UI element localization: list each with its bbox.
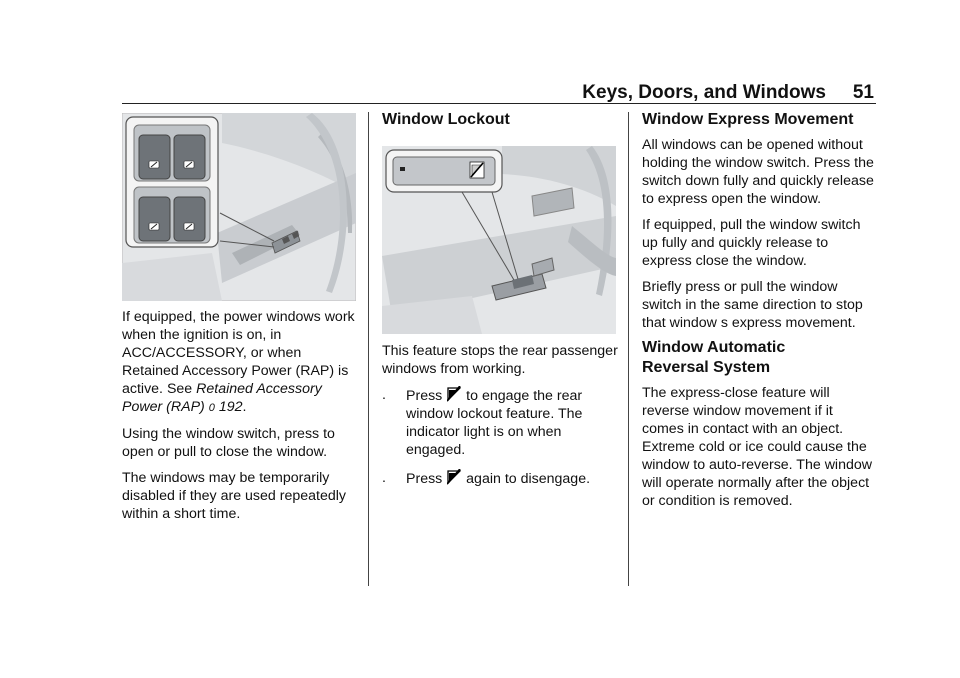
bullet-engage: . Press to engage the rear window lockout feature. The indicator light is on when engaged.: [382, 387, 583, 458]
bullet-marker: .: [382, 387, 386, 403]
section-title: Keys, Doors, and Windows: [582, 82, 826, 103]
paragraph-window-switch: Using the window switch, press to open or pull to close the window.: [122, 426, 335, 460]
rap-link[interactable]: Retained Accessory Power (RAP): [122, 381, 322, 415]
column-divider-2: [628, 112, 629, 586]
paragraph-lockout-intro: This feature stops the rear passenger windows from working.: [382, 343, 618, 377]
page-ref-symbol: 0: [208, 402, 215, 414]
power-window-switches-illustration: [122, 113, 356, 301]
heading-window-lockout: Window Lockout: [382, 111, 510, 128]
column-3: [642, 110, 878, 518]
heading-express-movement: Window Express Movement: [642, 111, 854, 128]
paragraph-stop-express: Briefly press or pull the window switch in the same direction to stop that window s express movement.: [642, 279, 863, 331]
paragraph-power-windows: If equipped, the power windows work when the ignition is on, in ACC/ACCESSORY, or when Retained Accessory Power (RAP) is active. See Retained Accessory Power (RAP) 0 192.: [122, 309, 355, 415]
bullet-marker: .: [382, 470, 386, 486]
window-lockout-button-illustration: [382, 146, 616, 334]
header-rule: [122, 103, 876, 104]
paragraph-temporarily-disabled: The windows may be temporarily disabled if they are used repeatedly within a short time.: [122, 470, 346, 522]
window-lockout-icon: [447, 386, 461, 402]
column-1: [122, 308, 358, 531]
bullet-disengage: . Press again to disengage.: [382, 470, 591, 487]
column-divider-1: [368, 112, 369, 586]
page-ref-number[interactable]: 192: [218, 399, 243, 415]
paragraph-express-close: If equipped, pull the window switch up fully and quickly release to express close the window.: [642, 217, 861, 269]
column-2-heading-wrap: [382, 110, 618, 130]
paragraph-express-open: All windows can be opened without holding the window switch. Press the switch down fully and quickly release to express open the window.: [642, 137, 874, 207]
paragraph-auto-reverse: The express-close feature will reverse window movement if it comes in contact with an object. Extreme cold or ice could cause the window to auto-reverse. The window will operate normally after the object or condition is removed.: [642, 385, 873, 509]
window-lockout-icon: [447, 469, 461, 485]
column-2: [382, 342, 618, 498]
heading-automatic-reversal: Window Automatic Reversal System: [642, 339, 786, 376]
page-number: 51: [852, 82, 874, 103]
